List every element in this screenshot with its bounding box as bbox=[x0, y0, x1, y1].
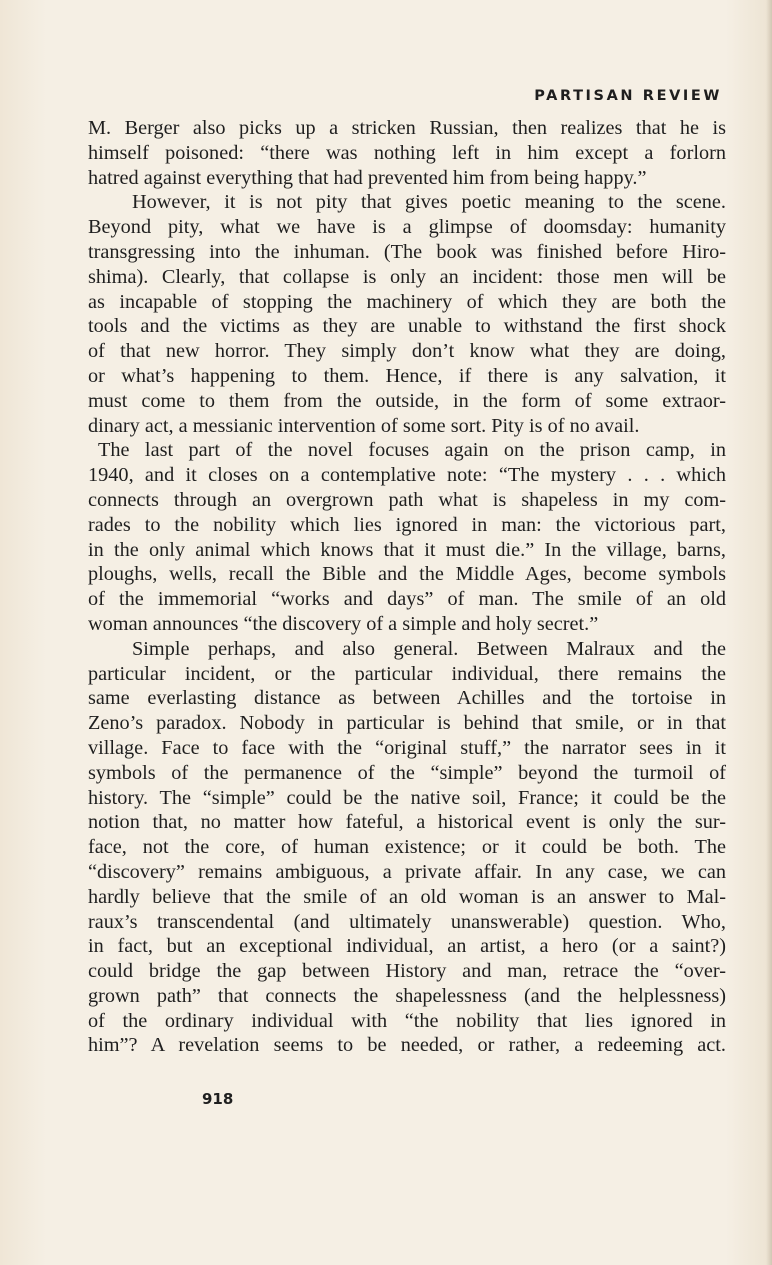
text-line: symbols of the permanence of the “simple” beyond the turmoil of bbox=[88, 761, 726, 784]
text-line: Simple perhaps, and also general. Between Malraux and the bbox=[132, 637, 726, 660]
text-line: transgressing into the inhuman. (The book was finished before Hiro- bbox=[88, 240, 726, 263]
text-line: However, it is not pity that gives poetic meaning to the scene. bbox=[132, 191, 726, 214]
text-line: particular incident, or the particular individual, there remains the bbox=[88, 662, 726, 685]
text-line: rades to the nobility which lies ignored in man: the victorious part, bbox=[88, 513, 726, 536]
text-line: in the only animal which knows that it must die.” In the village, barns, bbox=[88, 538, 726, 561]
text-line: connects through an overgrown path what is shapeless in my com- bbox=[88, 488, 726, 511]
text-line: of the ordinary individual with “the nobility that lies ignored in bbox=[88, 1009, 726, 1032]
text-line: The last part of the novel focuses again on the prison camp, in bbox=[98, 439, 726, 462]
text-line: dinary act, a messianic intervention of some sort. Pity is of no avail. bbox=[88, 414, 640, 437]
text-line: “discovery” remains ambiguous, a private affair. In any case, we can bbox=[88, 860, 726, 883]
running-head: PARTISAN REVIEW bbox=[534, 88, 722, 104]
text-line: ploughs, wells, recall the Bible and the Middle Ages, become symbols bbox=[88, 563, 726, 586]
text-line: as incapable of stopping the machinery of which they are both the bbox=[88, 290, 726, 313]
page-number: 918 bbox=[202, 1090, 234, 1108]
text-line: M. Berger also picks up a stricken Russian, then realizes that he is bbox=[88, 117, 726, 139]
text-line: 1940, and it closes on a contemplative note: “The mystery . . . which bbox=[88, 464, 726, 487]
text-line: of that new horror. They simply don’t know what they are doing, bbox=[88, 340, 726, 363]
text-line: face, not the core, of human existence; or it could be both. The bbox=[88, 836, 726, 859]
text-line: history. The “simple” could be the native soil, France; it could be the bbox=[88, 786, 726, 809]
text-line: himself poisoned: “there was nothing left in him except a forlorn bbox=[88, 141, 726, 164]
text-line: or what’s happening to them. Hence, if there is any salvation, it bbox=[88, 364, 726, 387]
page-edge-shadow bbox=[766, 0, 772, 1265]
text-line: in fact, but an exceptional individual, an artist, a hero (or a saint?) bbox=[88, 935, 726, 958]
text-line: hardly believe that the smile of an old woman is an answer to Mal- bbox=[88, 885, 726, 908]
text-line: raux’s transcendental (and ultimately unanswerable) question. Who, bbox=[88, 910, 726, 933]
text-line: tools and the victims as they are unable to withstand the first shock bbox=[88, 315, 726, 338]
text-line: Zeno’s paradox. Nobody in particular is behind that smile, or in that bbox=[88, 712, 726, 735]
text-line: him”? A revelation seems to be needed, or rather, a redeeming act. bbox=[88, 1034, 726, 1057]
text-line: must come to them from the outside, in the form of some extraor- bbox=[88, 389, 726, 412]
text-line: could bridge the gap between History and man, retrace the “over- bbox=[88, 960, 726, 983]
text-line: grown path” that connects the shapelessness (and the helplessness) bbox=[88, 984, 726, 1007]
text-line: of the immemorial “works and days” of man. The smile of an old bbox=[88, 588, 726, 611]
text-line: same everlasting distance as between Achilles and the tortoise in bbox=[88, 687, 726, 710]
text-line: woman announces “the discovery of a simple and holy secret.” bbox=[88, 612, 599, 635]
text-line: notion that, no matter how fateful, a historical event is only the sur- bbox=[88, 811, 726, 834]
body-text bbox=[88, 116, 726, 1058]
text-line: village. Face to face with the “original stuff,” the narrator sees in it bbox=[88, 736, 726, 759]
text-line: shima). Clearly, that collapse is only an incident: those men will be bbox=[88, 265, 726, 288]
text-line: hatred against everything that had prevented him from being happy.” bbox=[88, 166, 647, 189]
text-line: Beyond pity, what we have is a glimpse of doomsday: humanity bbox=[88, 216, 726, 239]
